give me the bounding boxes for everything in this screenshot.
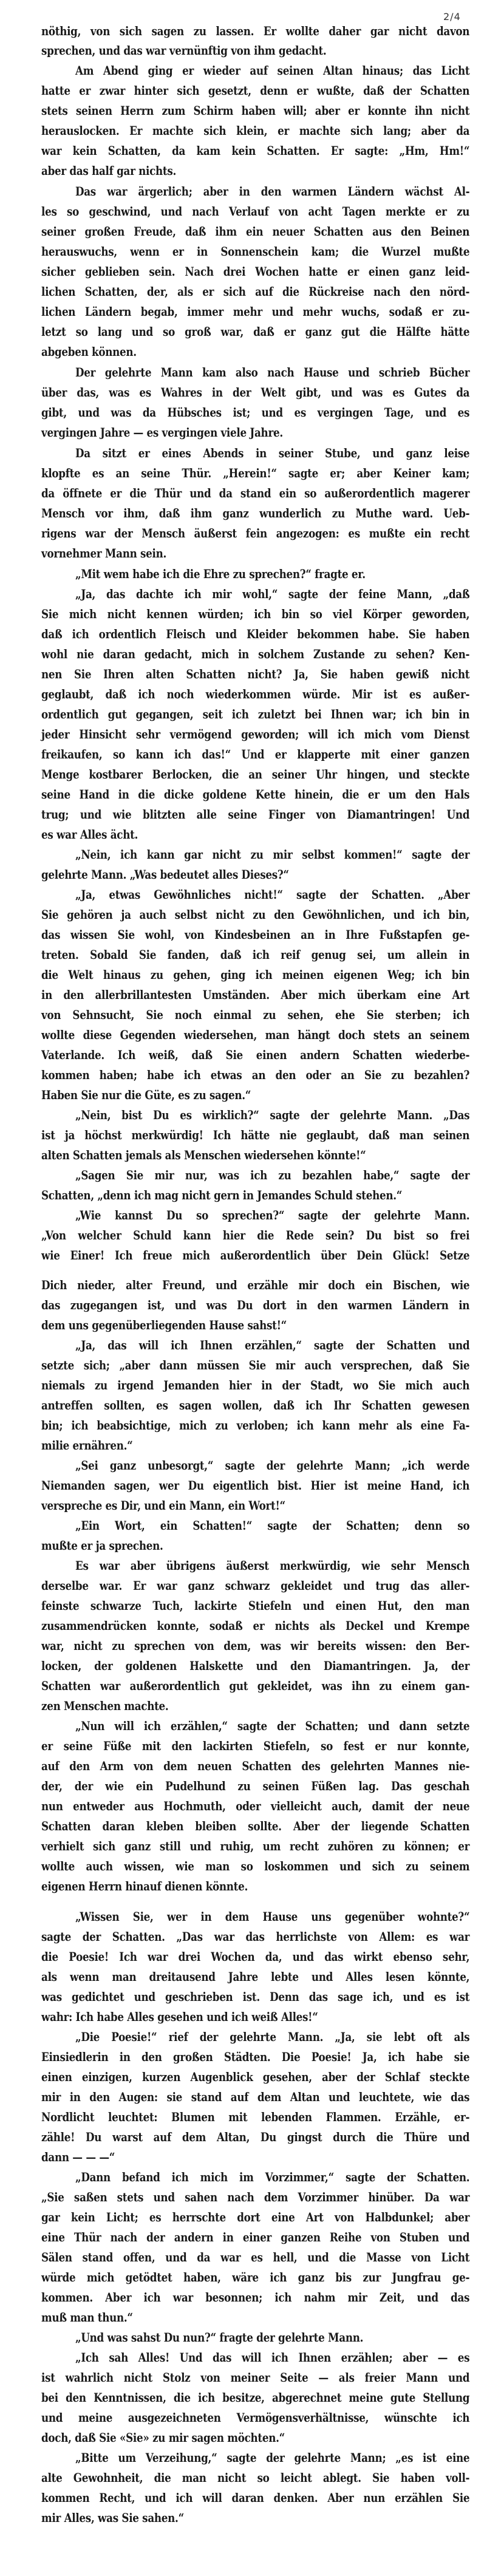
text-line: sagte der Schatten. „Das war das herrlichste von Allem: es war xyxy=(41,1930,470,1944)
text-line: klopfte es an seine Thür. „Herein!“ sagte er; aber Keiner kam; xyxy=(41,466,470,480)
text-line: alten Schatten jemals als Menschen wiedersehen könnte!“ xyxy=(41,1148,366,1162)
text-line: „Von welcher Schuld kann hier die Rede sein? Du bist so frei xyxy=(41,1228,470,1242)
text-line: „Ja, das will ich Ihnen erzählen,“ sagte der Schatten und xyxy=(75,1338,470,1352)
text-line: wollte diese Gegenden wiedersehen, man hängt doch stets an seinem xyxy=(41,1028,470,1042)
text-line: les so geschwind, und nach Verlauf von acht Tagen merkte er zu xyxy=(41,205,470,219)
text-line: Nordlicht leuchtet: Blumen mit lebenden Flammen. Erzähle, er- xyxy=(41,2110,470,2124)
text-line: verhielt sich ganz still und ruhig, um recht zuhören zu können; er xyxy=(41,1839,470,1853)
text-line: trug; und wie blitzten alle seine Finger von Diamantringen! Und xyxy=(41,808,470,822)
text-line: „Wissen Sie, wer in dem Hause uns gegenüber wohnte?“ xyxy=(75,1910,470,1924)
text-line: Sälen stand offen, und da war es hell, und die Masse von Licht xyxy=(41,2251,470,2264)
text-line: kommen haben; habe ich etwas an den oder an Sie zu bezahlen? xyxy=(41,1068,470,1082)
text-line: mir Alles, was Sie sahen.“ xyxy=(41,2511,184,2525)
text-line: Sie gehören ja auch selbst nicht zu den Gewöhnlichen, und ich bin, xyxy=(41,908,470,922)
text-line: Dich nieder, alter Freund, und erzähle mir doch ein Bischen, wie xyxy=(41,1278,470,1292)
text-line: als wenn man dreitausend Jahre lebte und Alles lesen könnte, xyxy=(41,1970,470,1984)
text-line: doch, daß Sie «Sie» zu mir sagen möchten.“ xyxy=(41,2431,285,2445)
text-line: Das war ärgerlich; aber in den warmen Ländern wächst Al- xyxy=(75,185,470,199)
text-line: letzt so lang und so groß war, daß er ganz gut die Hälfte hätte xyxy=(41,325,470,339)
text-line: nun entweder aus Hochmuth, oder vielleicht auch, damit der neue xyxy=(41,1799,470,1813)
text-line: muß man thun.“ xyxy=(41,2311,133,2325)
text-line: würde mich getödtet haben, wäre ich ganz bis zur Jungfrau ge- xyxy=(41,2271,470,2285)
text-line: war kein Schatten, da kam kein Schatten. Er sagte: „Hm, Hm!“ xyxy=(41,144,470,158)
text-line: zen Menschen machte. xyxy=(41,1699,169,1713)
text-line: gar kein Licht; es herrschte dort eine Art von Halbdunkel; aber xyxy=(41,2210,470,2224)
text-line: gibt, und was da Hübsches ist; und es vergingen Tage, und es xyxy=(41,406,470,420)
text-line: lichen Ländern begab, immer mehr und mehr wuchs, sodaß er zu- xyxy=(41,305,470,319)
text-line: Menge kostbarer Berlocken, die an seiner Uhr hingen, und steckte xyxy=(41,768,470,782)
text-line: von Sehnsucht, Sie noch einmal zu sehen, ehe Sie sterben; ich xyxy=(41,1008,470,1022)
text-line: „Ja, das dachte ich mir wohl,“ sagte der feine Mann, „daß xyxy=(75,587,470,601)
text-line: eine Thür nach der andern in einer ganzen Reihe von Stuben und xyxy=(41,2230,470,2244)
text-line: alte Gewohnheit, die man nicht so leicht ablegt. Sie haben voll- xyxy=(41,2471,470,2485)
text-line: setzte sich; „aber dann müssen Sie mir auch versprechen, daß Sie xyxy=(41,1358,470,1372)
text-line: „Ich sah Alles! Und das will ich Ihnen erzählen; aber — es xyxy=(75,2351,470,2365)
text-line: Mensch vor ihm, daß ihm ganz wunderlich zu Muthe ward. Ueb- xyxy=(41,506,470,520)
text-line: sprechen, und das war vernünftig von ihm gedacht. xyxy=(41,44,327,58)
text-line: antreffen sollten, es sagen wollen, daß ich Ihr Schatten gewesen xyxy=(41,1399,470,1412)
text-line: feinste schwarze Tuch, lackirte Stiefeln und einen Hut, den man xyxy=(41,1599,470,1613)
text-line: der, der wie ein Pudelhund zu seinen Füßen lag. Das geschah xyxy=(41,1779,470,1793)
text-line: Der gelehrte Mann kam also nach Hause und schrieb Bücher xyxy=(75,366,470,380)
text-line: über das, was es Wahres in der Welt gibt, und was es Gutes da xyxy=(41,386,470,400)
text-line: „Sagen Sie mir nur, was ich zu bezahlen habe,“ sagte der xyxy=(75,1168,470,1182)
text-line: abgeben können. xyxy=(41,345,137,359)
text-line: stets seinen Herrn zum Schirm haben will; aber er konnte ihn nicht xyxy=(41,104,470,118)
text-line: „Bitte um Verzeihung,“ sagte der gelehrte Mann; „es ist eine xyxy=(75,2451,470,2465)
text-line: Am Abend ging er wieder auf seinen Altan hinaus; das Licht xyxy=(75,64,470,78)
text-line: Schatten daran kleben bleiben sollte. Aber der liegende Schatten xyxy=(41,1819,470,1833)
text-line: herauslocken. Er machte sich klein, er machte sich lang; aber da xyxy=(41,124,470,138)
text-line: hatte er zwar hinter sich gesetzt, denn er wußte, daß der Schatten xyxy=(41,84,470,98)
text-line: Da sitzt er eines Abends in seiner Stube, und ganz leise xyxy=(75,446,470,460)
text-line: mußte er ja sprechen. xyxy=(41,1539,163,1553)
text-line: herauswuchs, wenn er in Sonnenschein kam; die Wurzel mußte xyxy=(41,245,470,259)
text-line: Haben Sie nur die Güte, es zu sagen.“ xyxy=(41,1088,251,1102)
text-line: „Ein Wort, ein Schatten!“ sagte der Schatten; denn so xyxy=(75,1519,470,1533)
text-line: kommen. Aber ich war besonnen; ich nahm mir Zeit, und das xyxy=(41,2291,470,2305)
text-line: rigens war der Mensch äußerst fein angezogen: es mußte ein recht xyxy=(41,526,470,540)
text-line: da öffnete er die Thür und da stand ein so außerordentlich magerer xyxy=(41,486,470,500)
text-line: Schatten war außerordentlich gut gekleidet, was ihn zu einem gan- xyxy=(41,1679,470,1693)
text-line: nen Sie Ihren alten Schatten nicht? Ja, Sie haben gewiß nicht xyxy=(41,667,470,681)
text-line: die Welt hinaus zu gehen, ging ich meinen eigenen Weg; ich bin xyxy=(41,968,470,982)
text-line: er seine Füße mit den lackirten Stiefeln, so fest er nur konnte, xyxy=(41,1739,470,1753)
text-line: nöthig, von sich sagen zu lassen. Er wollte daher gar nicht davon xyxy=(41,24,470,38)
text-line: Schatten, „denn ich mag nicht gern in Jemandes Schuld stehen.“ xyxy=(41,1188,403,1202)
text-line: „Mit wem habe ich die Ehre zu sprechen?“ fragte er. xyxy=(75,567,366,581)
text-line: locken, der goldenen Halskette und den Diamantringen. Ja, der xyxy=(41,1659,470,1673)
text-line: jeder Hinsicht sehr vermögend geworden; will ich mich vom Dienst xyxy=(41,727,470,741)
text-line: zusammendrücken konnte, sodaß er nichts als Deckel und Krempe xyxy=(41,1619,470,1633)
text-line: gelehrte Mann. „Was bedeutet alles Dieses?“ xyxy=(41,868,289,882)
text-line: auf den Arm von dem neuen Schatten des gelehrten Mannes nie- xyxy=(41,1759,470,1773)
text-line: sicher geblieben sein. Nach drei Wochen hatte er einen ganz leid- xyxy=(41,265,470,279)
text-line: „Die Poesie!“ rief der gelehrte Mann. „Ja, sie lebt oft als xyxy=(75,2030,470,2044)
text-line: es war Alles ächt. xyxy=(41,828,138,842)
text-line: Vaterlande. Ich weiß, daß Sie einen andern Schatten wiederbe- xyxy=(41,1048,470,1062)
text-line: Einsiedlerin in den großen Städten. Die Poesie! Ja, ich habe sie xyxy=(41,2050,470,2064)
text-line: seine Hand in die dicke goldene Kette hinein, die er um den Hals xyxy=(41,788,470,802)
text-line: Sie mich nicht kennen würden; ich bin so viel Körper geworden, xyxy=(41,607,470,621)
text-line: ordentlich gut gegangen, seit ich zuletzt bei Ihnen war; ich bin in xyxy=(41,707,470,721)
text-line: verspreche es Dir, und ein Mann, ein Wort!“ xyxy=(41,1499,285,1513)
text-line: mir in den Augen: sie stand auf dem Altan und leuchtete, wie das xyxy=(41,2090,470,2104)
text-line: „Und was sahst Du nun?“ fragte der gelehrte Mann. xyxy=(75,2331,364,2345)
text-line: lichen Schatten, der, als er sich auf die Rückreise nach den nörd- xyxy=(41,285,470,299)
text-line: „Sei ganz unbesorgt,“ sagte der gelehrte Mann; „ich werde xyxy=(75,1459,470,1473)
text-line: in den allerbrillantesten Umständen. Aber mich überkam eine Art xyxy=(41,988,470,1002)
page-number: 2/4 xyxy=(443,11,461,22)
text-line: eigenen Herrn hinauf dienen könnte. xyxy=(41,1879,248,1893)
text-line: wollte auch wissen, wie man so loskommen und sich zu seinem xyxy=(41,1859,470,1873)
text-line: zähle! Du warst auf dem Altan, Du gingst durch die Thüre und xyxy=(41,2130,470,2144)
text-line: derselbe war. Er war ganz schwarz gekleidet und trug das aller- xyxy=(41,1579,470,1593)
text-line: „Ja, etwas Gewöhnliches nicht!“ sagte der Schatten. „Aber xyxy=(75,888,470,902)
text-line: ist ja höchst merkwürdig! Ich hätte nie geglaubt, daß man seinen xyxy=(41,1128,470,1142)
text-line: „Sie saßen stets und sahen nach dem Vorzimmer hinüber. Da war xyxy=(41,2190,470,2204)
text-line: dann — — —“ xyxy=(41,2150,115,2164)
text-line: daß ich ordentlich Fleisch und Kleider bekommen habe. Sie haben xyxy=(41,627,470,641)
text-line: dem uns gegenüberliegenden Hause sahst!“ xyxy=(41,1318,287,1332)
text-line: vergingen Jahre — es vergingen viele Jahre. xyxy=(41,426,283,440)
text-line: Niemanden sagen, wer Du eigentlich bist. Hier ist meine Hand, ich xyxy=(41,1479,470,1493)
text-line: bei den Kenntnissen, die ich besitze, abgerechnet meine gute Stellung xyxy=(41,2391,470,2405)
text-line: was gedichtet und geschrieben ist. Denn das sage ich, und es ist xyxy=(41,1990,470,2004)
text-line: milie ernähren.“ xyxy=(41,1439,133,1453)
text-line: „Wie kannst Du so sprechen?“ sagte der gelehrte Mann. xyxy=(75,1208,470,1222)
text-line: niemals zu irgend Jemanden hier in der Stadt, wo Sie mich auch xyxy=(41,1378,470,1392)
text-line: wie Einer! Ich freue mich außerordentlich über Dein Glück! Setze xyxy=(41,1249,470,1262)
text-line: kommen Recht, und ich will daran denken. Aber nun erzählen Sie xyxy=(41,2491,470,2505)
text-line: treten. Sobald Sie fanden, daß ich reif genug sei, um allein in xyxy=(41,948,470,962)
text-line: Es war aber übrigens äußerst merkwürdig, wie sehr Mensch xyxy=(75,1559,470,1573)
text-line: das zugegangen ist, und was Du dort in den warmen Ländern in xyxy=(41,1298,470,1312)
text-line: wahr: Ich habe Alles gesehen und ich weiß Alles!“ xyxy=(41,2010,318,2024)
text-line: „Nun will ich erzählen,“ sagte der Schatten; und dann setzte xyxy=(75,1719,470,1733)
text-line: freikaufen, so kann ich das!“ Und er klapperte mit einer ganzen xyxy=(41,748,470,762)
text-line: „Nein, bist Du es wirklich?“ sagte der gelehrte Mann. „Das xyxy=(75,1108,470,1122)
text-line: ist wahrlich nicht Stolz von meiner Seite — als freier Mann und xyxy=(41,2371,470,2385)
text-line: vornehmer Mann sein. xyxy=(41,547,167,561)
text-line: einen einzigen, kurzen Augenblick gesehen, aber der Schlaf steckte xyxy=(41,2070,470,2084)
text-line: wohl nie daran gedacht, mich in solchem Zustande zu sehen? Ken- xyxy=(41,647,470,661)
text-line: geglaubt, daß ich noch wiederkommen würde. Mir ist es außer- xyxy=(41,687,470,701)
text-line: aber das half gar nichts. xyxy=(41,164,177,178)
text-line: war, nicht zu sprechen von dem, was wir bereits wissen: den Ber- xyxy=(41,1639,470,1653)
text-line: „Dann befand ich mich im Vorzimmer,“ sagte der Schatten. xyxy=(75,2170,470,2184)
text-line: und meine ausgezeichneten Vermögensverhältnisse, wünschte ich xyxy=(41,2411,470,2425)
text-line: „Nein, ich kann gar nicht zu mir selbst kommen!“ sagte der xyxy=(75,848,470,862)
text-line: seiner großen Freude, daß ihm ein neuer Schatten aus den Beinen xyxy=(41,225,470,239)
text-line: bin; ich beabsichtige, mich zu verloben; ich kann mehr als eine Fa- xyxy=(41,1419,470,1433)
text-line: das wissen Sie wohl, von Kindesbeinen an in Ihre Fußstapfen ge- xyxy=(41,928,470,942)
text-line: die Poesie! Ich war drei Wochen da, und das wirkt ebenso sehr, xyxy=(41,1950,470,1964)
